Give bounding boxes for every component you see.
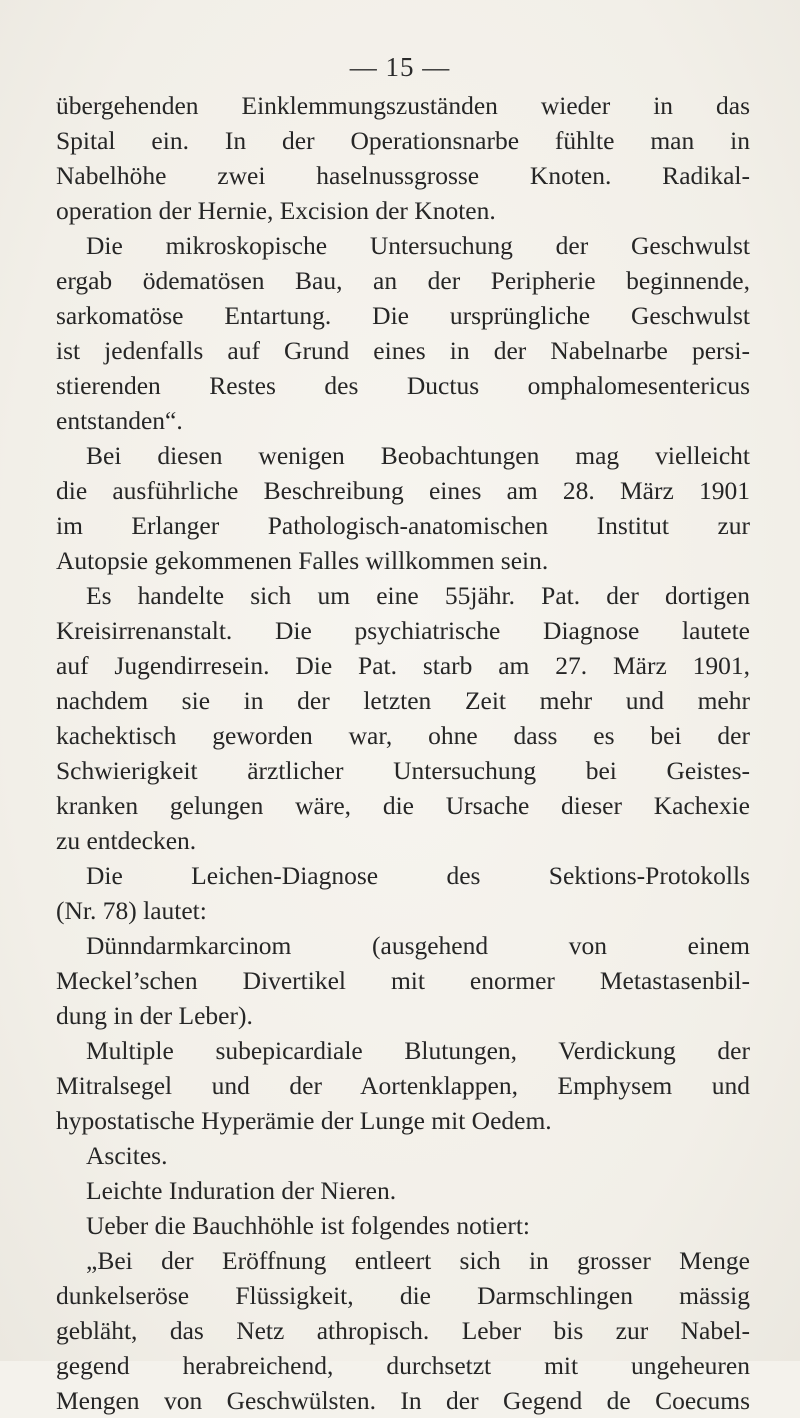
text-line: Kreisirrenanstalt. Die psychiatrische Diagnose lautete [56, 616, 750, 645]
text-line: gebläht, das Netz athropisch. Leber bis zur Nabel- [56, 1316, 750, 1345]
text-line: auf Jugendirresein. Die Pat. starb am 27. März 1901, [56, 651, 750, 680]
text-line: nachdem sie in der letzten Zeit mehr und mehr [56, 686, 750, 715]
text-line: kachektisch geworden war, ohne dass es bei der [56, 721, 750, 750]
text-line: ergab ödematösen Bau, an der Peripherie beginnende, [56, 266, 750, 295]
text-line: Dünndarmkarcinom (ausgehend von einem [86, 931, 750, 960]
text-line: hypostatische Hyperämie der Lunge mit Oedem. [56, 1106, 552, 1135]
text-line: Die mikroskopische Untersuchung der Geschwulst [86, 231, 750, 260]
text-line: im Erlanger Pathologisch-anatomischen Institut zur [56, 511, 750, 540]
page-number-header: — 15 — [349, 52, 451, 82]
text-line: Schwierigkeit ärztlicher Untersuchung bei Geistes- [56, 756, 750, 785]
text-line: Ascites. [86, 1141, 168, 1170]
text-line: Mengen von Geschwülsten. In der Gegend de Coecums [56, 1386, 750, 1415]
text-line: Es handelte sich um eine 55jähr. Pat. der dortigen [86, 581, 750, 610]
text-line: Multiple subepicardiale Blutungen, Verdickung der [86, 1036, 750, 1065]
text-line: zu entdecken. [56, 826, 197, 855]
text-line: stierenden Restes des Ductus omphalomesentericus [56, 371, 750, 400]
text-line: „Bei der Eröffnung entleert sich in grosser Menge [86, 1246, 750, 1275]
text-line: ist jedenfalls auf Grund eines in der Nabelnarbe persi- [56, 336, 750, 365]
text-line: Nabelhöhe zwei haselnussgrosse Knoten. Radikal- [56, 161, 750, 190]
text-line: kranken gelungen wäre, die Ursache dieser Kachexie [56, 791, 750, 820]
text-line: entstanden“. [56, 406, 183, 435]
text-line: die ausführliche Beschreibung eines am 28. März 1901 [56, 476, 750, 505]
text-line: übergehenden Einklemmungszuständen wieder in das [56, 91, 750, 120]
text-line: operation der Hernie, Excision der Knoten. [56, 196, 496, 225]
text-line: Ueber die Bauchhöhle ist folgendes notiert: [86, 1211, 530, 1240]
text-line: gegend herabreichend, durchsetzt mit ungeheuren [56, 1351, 750, 1380]
text-line: Leichte Induration der Nieren. [86, 1176, 397, 1205]
text-line: Spital ein. In der Operationsnarbe fühlte man in [56, 126, 750, 155]
text-line: dunkelseröse Flüssigkeit, die Darmschlingen mässig [56, 1281, 750, 1310]
text-line: Bei diesen wenigen Beobachtungen mag vielleicht [86, 441, 750, 470]
text-line: dung in der Leber). [56, 1001, 253, 1030]
text-line: sarkomatöse Entartung. Die ursprüngliche Geschwulst [56, 301, 750, 330]
text-line: Mitralsegel und der Aortenklappen, Emphysem und [56, 1071, 750, 1100]
text-line: Die Leichen-Diagnose des Sektions-Protokolls [86, 861, 750, 890]
text-line: Autopsie gekommenen Falles willkommen sein. [56, 546, 549, 575]
body-text [56, 88, 750, 1418]
text-line: (Nr. 78) lautet: [56, 896, 207, 925]
text-line: Meckel’schen Divertikel mit enormer Metastasenbil- [56, 966, 750, 995]
